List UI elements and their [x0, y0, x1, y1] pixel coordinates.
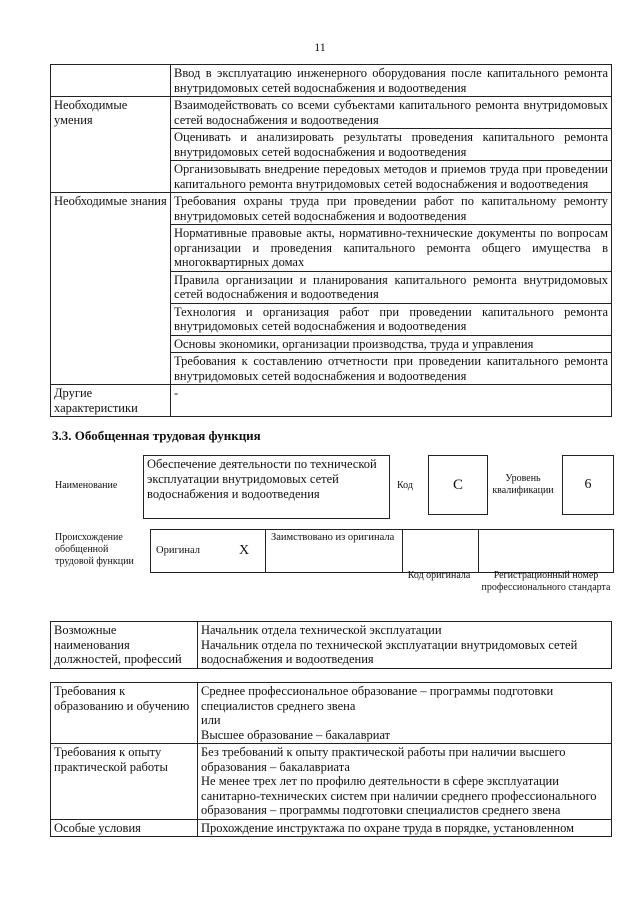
req-item: или [201, 713, 221, 727]
req-item: Не менее трех лет по профилю деятельности в сфере эксплуатации санитарно-технических систем при наличии среднего профессионального образования – программы подготовки специалистов среднего звена [201, 774, 597, 817]
req-item: Без требований к опыту практической работы при наличии высшего образования – бакалавриата [201, 745, 566, 774]
item-text: Технология и организация работ при проведении капитального ремонта внутридомовых сетей водоснабжения и водоотведения [171, 303, 612, 335]
level-value: 6 [562, 455, 614, 515]
reg-number-caption: Регистрационный номер профессионального стандарта [481, 570, 611, 593]
page-number: 11 [314, 40, 326, 54]
function-name-value: Обеспечение деятельности по технической эксплуатации внутридомовых сетей водоснабжения и водоотведения [143, 455, 390, 519]
reg-number-cell [479, 530, 614, 573]
item-text: Требования охраны труда при проведении работ по капитальному ремонту внутридомовых сетей водоснабжения и водоотведения [171, 193, 612, 225]
row-label [51, 65, 171, 97]
education-label: Требования к образованию и обучению [51, 683, 198, 744]
original-label: Оригинал [151, 530, 224, 573]
code-original-caption: Код оригинала [407, 570, 471, 581]
section-heading: 3.3. Обобщенная трудовая функция [52, 428, 261, 443]
positions-label: Возможные наименования должностей, профессий [51, 622, 198, 669]
req-item: Прохождение инструктажа по охране труда в порядке, установленном [201, 820, 575, 835]
requirements-table [50, 682, 612, 837]
row-label-knowledge: Необходимые знания [51, 193, 171, 385]
item-text: Оценивать и анализировать результаты проведения капитального ремонта внутридомовых сетей водоснабжения и водоотведения [171, 129, 612, 161]
code-original-cell [403, 530, 479, 573]
special-conditions-values [198, 819, 612, 837]
skills-knowledge-table [50, 64, 612, 417]
code-value: C [428, 455, 488, 515]
req-item: Высшее образование – бакалавриат [201, 727, 391, 742]
req-item: Среднее профессиональное образование – программы подготовки специалистов среднего звена [201, 684, 554, 713]
item-text: - [171, 385, 612, 417]
borrowed-label: Заимствовано из оригинала [266, 530, 403, 573]
name-label: Наименование [55, 480, 118, 491]
item-text: Требования к составлению отчетности при проведении капитального ремонта внутридомовых сетей водоснабжения и водоотведения [171, 353, 612, 385]
origin-label: Происхождение обобщенной трудовой функции [55, 532, 134, 567]
original-mark: X [223, 530, 266, 573]
item-text: Ввод в эксплуатацию инженерного оборудования после капитального ремонта внутридомовых сетей водоснабжения и водоотведения [171, 65, 612, 97]
item-text: Основы экономики, организации производства, труда и управления [171, 335, 612, 353]
position-item: Начальник отдела по технической эксплуатации внутридомовых сетей водоснабжения и водоотведения [201, 637, 578, 666]
item-text: Взаимодействовать со всеми субъектами капитального ремонта внутридомовых сетей водоснабжения и водоотведения [171, 97, 612, 129]
experience-label: Требования к опыту практической работы [51, 744, 198, 820]
level-label: Уровень квалификации [492, 473, 554, 496]
item-text: Правила организации и планирования капитального ремонта внутридомовых сетей водоснабжения и водоотведения [171, 271, 612, 303]
row-label-skills: Необходимые умения [51, 97, 171, 193]
item-text: Нормативные правовые акты, нормативно-технические документы по вопросам организации и проведения капитального ремонта общего имущества в многоквартирных домах [171, 225, 612, 272]
code-label: Код [397, 480, 413, 491]
education-values [198, 683, 612, 744]
positions-values [198, 622, 612, 669]
item-text: Организовывать внедрение передовых методов и приемов труда при проведении капитального ремонта внутридомовых сетей водоснабжения и водоотведения [171, 161, 612, 193]
row-label-other: Другие характеристики [51, 385, 171, 417]
position-item: Начальник отдела технической эксплуатации [201, 623, 442, 637]
experience-values [198, 744, 612, 820]
positions-table [50, 621, 612, 669]
special-conditions-label: Особые условия [51, 819, 198, 837]
origin-table [150, 529, 614, 573]
